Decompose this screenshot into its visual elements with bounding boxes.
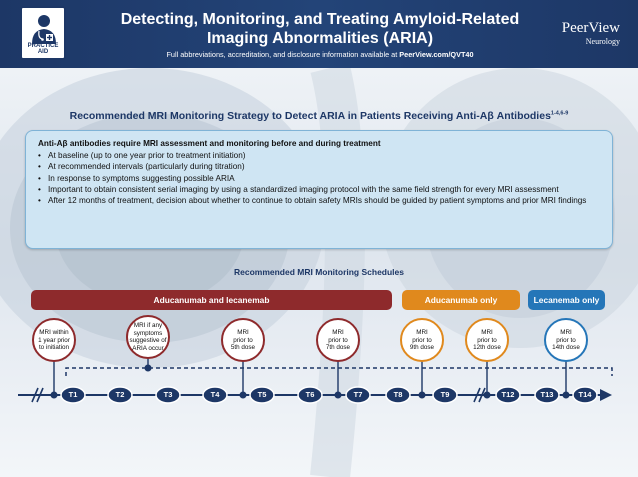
mri-7th-dose-note: MRI prior to 7th dose — [325, 329, 351, 351]
requirements-box — [25, 130, 613, 249]
mri-baseline-note: MRI within 1 year prior to initiation — [38, 329, 70, 351]
requirements-lead: Anti-Aβ antibodies require MRI assessment and monitoring before and during treatment — [38, 139, 381, 148]
timepoint-t1: T1 — [68, 390, 78, 399]
disclosure-link[interactable]: PeerView.com/QVT40 — [399, 50, 474, 59]
timepoint-t2: T2 — [115, 390, 125, 399]
list-item: • In response to symptoms suggesting possible ARIA — [38, 173, 600, 184]
timepoint-t4: T4 — [210, 390, 220, 399]
clinician-icon — [29, 12, 59, 46]
lecanemab-only-bar: Lecanemab only — [528, 290, 605, 310]
timepoint-t8: T8 — [393, 390, 403, 399]
brand-logo — [562, 20, 620, 46]
mri-14th-dose-note: MRI prior to 14th dose — [552, 329, 580, 351]
mri-12th-dose-note: MRI prior to 12th dose — [473, 329, 501, 351]
brand-sub: Neurology — [585, 37, 620, 46]
list-item: • At recommended intervals (particularly during titration) — [38, 161, 600, 172]
timepoint-t6: T6 — [305, 390, 315, 399]
section-title — [0, 110, 638, 122]
mri-5th-dose-note: MRI prior to 5th dose — [230, 329, 256, 351]
aducanumab-only-bar: Aducanumab only — [402, 290, 520, 310]
list-item: • At baseline (up to one year prior to treatment initiation) — [38, 150, 600, 161]
mri-symptoms-note: MRI if any symptoms suggestive of ARIA occur — [129, 322, 167, 352]
page-title: Detecting, Monitoring, and Treating Amyloid-Related Imaging Abnormalities (ARIA) — [120, 11, 520, 47]
requirements-list — [38, 150, 600, 206]
timepoint-t12: T12 — [501, 390, 515, 399]
section-title-refs: 1-4,6-9 — [550, 110, 569, 117]
section-title-text: Recommended MRI Monitoring Strategy to Detect ARIA in Patients Receiving Anti-Aβ Antibodies — [69, 110, 551, 122]
timepoint-t7: T7 — [353, 390, 363, 399]
timepoint-t13: T13 — [540, 390, 554, 399]
disclosure-text: Full abbreviations, accreditation, and disclosure information available at — [166, 50, 400, 59]
disclosure-line — [90, 50, 550, 59]
schedule-title: Recommended MRI Monitoring Schedules — [233, 267, 405, 277]
list-item: • Important to obtain consistent serial imaging by using a standardized imaging protocol with the same field strength for every MRI assessment — [38, 184, 600, 195]
timepoint-t9: T9 — [440, 390, 450, 399]
timepoint-t5: T5 — [257, 390, 267, 399]
badge-label: PRACTICE AID — [27, 43, 59, 55]
timepoint-t14: T14 — [578, 390, 592, 399]
brand-name: PeerView — [561, 20, 620, 36]
header-banner — [0, 0, 638, 68]
aducanumab-lecanemab-bar: Aducanumab and lecanemab — [31, 290, 392, 310]
timepoint-t3: T3 — [163, 390, 173, 399]
mri-9th-dose-note: MRI prior to 9th dose — [409, 329, 435, 351]
practice-aid-badge — [20, 6, 66, 60]
list-item: • After 12 months of treatment, decision about whether to continue to obtain safety MRIs should be guided by patient symptoms and prior MRI findings — [38, 195, 600, 206]
